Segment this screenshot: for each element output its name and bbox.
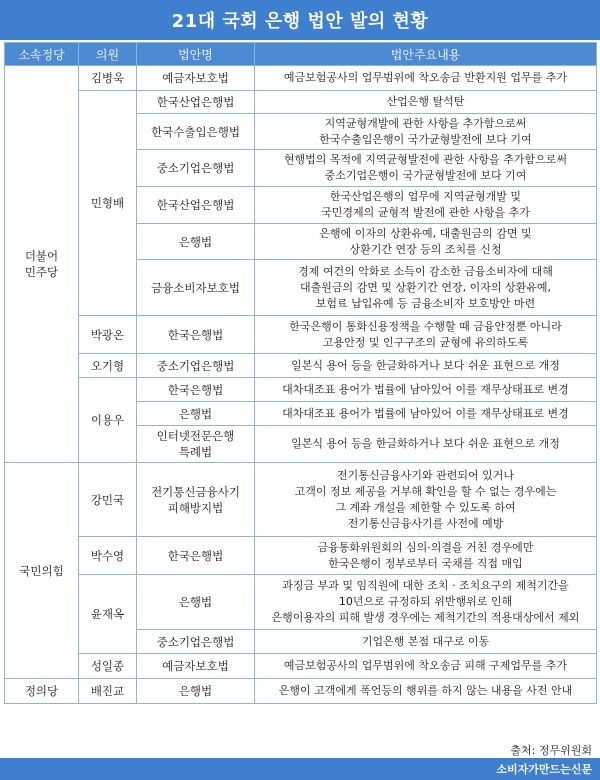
member-cell: 박광온 — [79, 316, 137, 354]
bill-cell: 한국은행법 — [137, 316, 255, 354]
content-cell: 은행이 고객에게 폭언등의 행위를 하지 않는 내용을 사전 안내 — [255, 679, 597, 704]
member-cell: 성일종 — [79, 654, 137, 679]
content-cell: 예금보험공사의 업무범위에 착오송금 피해 구제업무를 추가 — [255, 654, 597, 679]
table-row — [5, 537, 597, 575]
bill-cell: 은행법 — [137, 224, 255, 260]
bill-cell: 중소기업은행법 — [137, 150, 255, 187]
bill-cell: 한국은행법 — [137, 537, 255, 575]
table-row — [5, 463, 597, 537]
bill-cell: 은행법 — [137, 402, 255, 426]
member-cell: 박수영 — [79, 537, 137, 575]
table-row — [5, 679, 597, 704]
bill-cell: 중소기업은행법 — [137, 354, 255, 378]
member-cell: 윤재옥 — [79, 575, 137, 654]
bill-cell: 은행법 — [137, 575, 255, 630]
bill-cell: 금융소비자보호법 — [137, 260, 255, 316]
content-cell: 대차대조표 용어가 법률에 남아있어 이를 재무상태표로 변경 — [255, 402, 597, 426]
table-row — [5, 91, 597, 114]
bill-cell: 중소기업은행법 — [137, 630, 255, 654]
member-cell: 민형배 — [79, 91, 137, 316]
content-cell: 지역균형개발에 관한 사항을 추가함으로써 한국수출입은행이 국가균형발전에 보다 기여 — [255, 114, 597, 150]
bill-cell: 예금자보호법 — [137, 66, 255, 91]
source-note: 출처: 정무위원회 — [510, 744, 592, 757]
content-cell: 기업은행 본점 대구로 이동 — [255, 630, 597, 654]
party-cell: 정의당 — [5, 679, 79, 704]
member-cell: 김병욱 — [79, 66, 137, 91]
member-cell: 배진교 — [79, 679, 137, 704]
content-cell: 현행법의 목적에 지역균형발전에 관한 사항을 추가함으로써 중소기업은행이 국가균형발전에 보다 기여 — [255, 150, 597, 187]
content-cell: 전기통신금융사기와 관련되어 있거나 고객이 정보 제공을 거부해 확인을 할 수 없는 경우에는 그 계좌 개설을 제한할 수 있도록 하여 전기통신금융사기를 사전에 예방 — [255, 463, 597, 537]
brand-name: 소비자가만드는신문 — [496, 763, 592, 776]
content-cell: 일본식 용어 등을 한글화하거나 보다 쉬운 표현으로 개정 — [255, 426, 597, 463]
bill-cell: 한국산업은행법 — [137, 187, 255, 224]
content-cell: 대차대조표 용어가 법률에 남아있어 이를 재무상태표로 변경 — [255, 378, 597, 402]
member-cell: 오기형 — [79, 354, 137, 378]
content-cell: 금융통화위원회의 심의·의결을 거친 경우에만 한국은행이 정부로부터 국채를 직접 매입 — [255, 537, 597, 575]
party-cell: 더불어 민주당 — [5, 66, 79, 463]
bills-table — [4, 42, 597, 704]
table-row — [5, 654, 597, 679]
content-cell: 경제 여건의 악화로 소득이 감소한 금융소비자에 대해 대출원금의 감면 및 상환기간 연장, 이자의 상환유예, 보험료 납입유예 등 금융소비자 보호방안 마련 — [255, 260, 597, 316]
header-bill: 법안명 — [137, 43, 255, 66]
header-party: 소속정당 — [5, 43, 79, 66]
content-cell: 과징금 부과 및 임직원에 대한 조치 · 조치요구의 제척기간을 10년으로 규정하되 위반행위로 인해 은행이용자의 피해 발생 경우에는 제척기간의 적용대상에서 제외 — [255, 575, 597, 630]
header-content: 법안주요내용 — [255, 43, 597, 66]
bill-cell: 한국은행법 — [137, 378, 255, 402]
content-cell: 예금보험공사의 업무범위에 착오송금 반환지원 업무를 추가 — [255, 66, 597, 91]
brand-footer — [0, 758, 600, 780]
member-cell: 이용우 — [79, 378, 137, 463]
page-title: 21대 국회 은행 법안 발의 현황 — [0, 0, 600, 40]
table-header-row — [5, 43, 597, 66]
content-cell: 산업은행 탈석탄 — [255, 91, 597, 114]
bill-cell: 인터넷전문은행 특례법 — [137, 426, 255, 463]
bill-cell: 전기통신금융사기 피해방지법 — [137, 463, 255, 537]
bill-cell: 예금자보호법 — [137, 654, 255, 679]
bill-cell: 은행법 — [137, 679, 255, 704]
content-cell: 일본식 용어 등을 한글화하거나 보다 쉬운 표현으로 개정 — [255, 354, 597, 378]
table-row — [5, 316, 597, 354]
table-row — [5, 354, 597, 378]
member-cell: 강민국 — [79, 463, 137, 537]
content-cell: 한국산업은행의 업무에 지역균형개발 및 국민경제의 균형적 발전에 관한 사항을 추가 — [255, 187, 597, 224]
header-member: 의원 — [79, 43, 137, 66]
table-row — [5, 66, 597, 91]
bill-cell: 한국산업은행법 — [137, 91, 255, 114]
table-row — [5, 378, 597, 402]
content-cell: 한국은행이 통화신용정책을 수행할 때 금융안정뿐 아니라 고용안정 및 인구구조의 균형에 유의하도록 — [255, 316, 597, 354]
party-cell: 국민의힘 — [5, 463, 79, 679]
content-cell: 은행에 이자의 상환유예, 대출원금의 감면 및 상환기간 연장 등의 조치를 신청 — [255, 224, 597, 260]
table-row — [5, 575, 597, 630]
bill-cell: 한국수출입은행법 — [137, 114, 255, 150]
